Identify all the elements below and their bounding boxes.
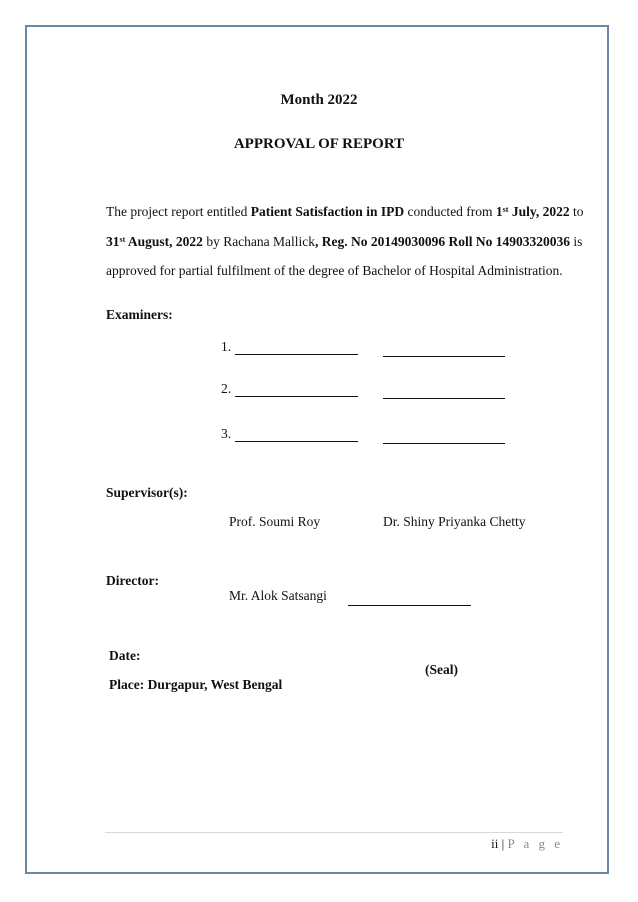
project-title: Patient Satisfaction in IPD (250, 204, 405, 219)
examiner-number: 2. (221, 381, 232, 396)
paragraph-line-3: approved for partial fulfilment of the degree of Bachelor of Hospital Administration. (106, 263, 563, 278)
author-name: by Rachana Mallick (202, 234, 316, 249)
place-label: Place: Durgapur, West Bengal (109, 677, 283, 692)
registration-number: , Reg. No 20149030096 Roll No 14903320036 (315, 234, 571, 249)
page-number-value: ii (491, 836, 499, 851)
examiner-signature-line (235, 383, 358, 397)
examiner-name-line-1 (383, 339, 505, 357)
paragraph-text: conducted from (404, 204, 496, 219)
examiner-row-2 (221, 381, 358, 397)
paragraph-line-2 (106, 234, 582, 250)
examiner-number: 1. (221, 339, 232, 354)
seal-label: (Seal) (425, 662, 458, 677)
examiner-name-line-2 (383, 381, 505, 399)
examiners-label: Examiners: (106, 307, 173, 322)
paragraph-line-1 (106, 204, 583, 220)
start-date: 1st July, 2022 (495, 204, 570, 219)
examiner-number: 3. (221, 426, 232, 441)
page-word: P a g e (507, 836, 563, 851)
examiner-name-line-3 (383, 426, 505, 444)
supervisor-name-2: Dr. Shiny Priyanka Chetty (383, 514, 526, 529)
examiner-signature-line (235, 341, 358, 355)
date-label: Date: (109, 648, 141, 663)
supervisors-label: Supervisor(s): (106, 485, 188, 500)
paragraph-text: The project report entitled (106, 204, 251, 219)
end-date: 31st August, 2022 (106, 234, 203, 249)
page-separator: | (498, 836, 508, 851)
page-number (463, 836, 563, 852)
director-name: Mr. Alok Satsangi (229, 588, 327, 603)
examiner-row-1 (221, 339, 358, 355)
director-label: Director: (106, 573, 159, 588)
paragraph-text: to (569, 204, 584, 219)
footer-divider (105, 832, 563, 833)
report-title: APPROVAL OF REPORT (233, 136, 405, 152)
examiner-row-3 (221, 426, 358, 442)
paragraph-text: is (570, 234, 583, 249)
month-heading: Month 2022 (280, 92, 358, 108)
examiner-signature-line (235, 428, 358, 442)
supervisor-name-1: Prof. Soumi Roy (229, 514, 321, 529)
director-signature-line (348, 588, 471, 606)
